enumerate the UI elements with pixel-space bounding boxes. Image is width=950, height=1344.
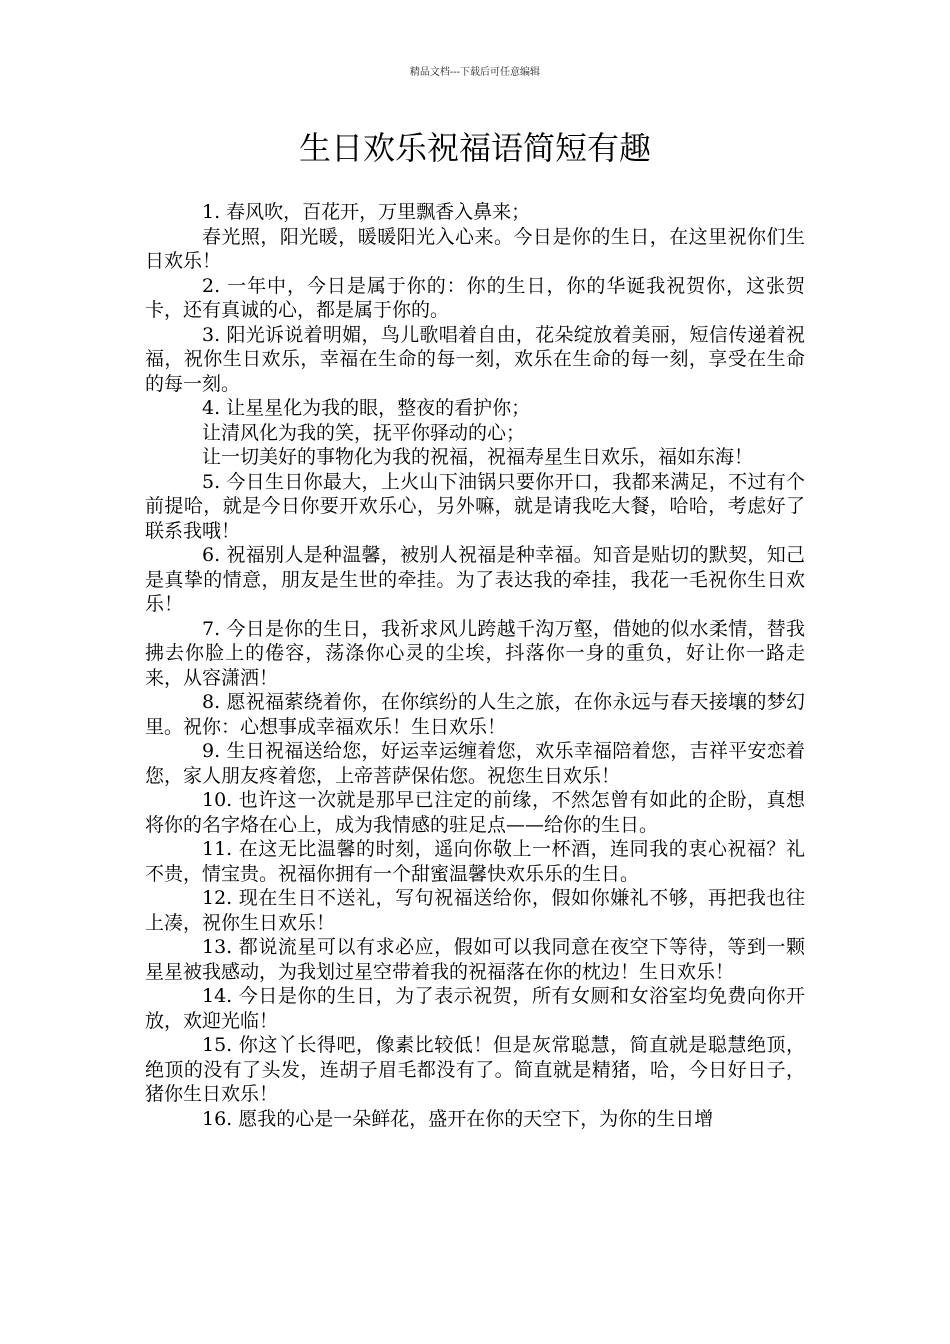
paragraph: 11. 在这无比温馨的时刻，遥向你敬上一杯酒，连同我的衷心祝福？礼不贵，情宝贵。祝福你拥有一个甜蜜温馨快欢乐乐的生日。	[145, 838, 805, 885]
page-header-note: 精品文档---下载后可任意编辑	[409, 67, 541, 78]
paragraph: 10. 也许这一次就是那早已注定的前缘，不然怎曾有如此的企盼，真想将你的名字烙在心上，成为我情感的驻足点——给你的生日。	[145, 789, 805, 836]
paragraph: 8. 愿祝福萦绕着你，在你缤纷的人生之旅，在你永远与春天接壤的梦幻里。祝你：心想事成幸福欢乐！生日欢乐！	[145, 691, 805, 738]
paragraph: 1. 春风吹，百花开，万里飘香入鼻来；	[202, 201, 531, 223]
paragraph: 3. 阳光诉说着明媚，鸟儿歌唱着自由，花朵绽放着美丽，短信传递着祝福，祝你生日欢乐，幸福在生命的每一刻，欢乐在生命的每一刻，享受在生命的每一刻。	[145, 323, 805, 395]
paragraph: 2. 一年中，今日是属于你的：你的生日，你的华诞我祝贺你，这张贺卡，还有真诚的心，都是属于你的。	[145, 274, 805, 321]
paragraph: 让一切美好的事物化为我的祝福，祝福寿星生日欢乐，福如东海！	[202, 446, 754, 468]
paragraph: 6. 祝福别人是种温馨，被别人祝福是种幸福。知音是贴切的默契，知己是真挚的情意，朋友是生世的牵挂。为了表达我的牵挂，我花一毛祝你生日欢乐！	[145, 544, 805, 615]
paragraph: 12. 现在生日不送礼，写句祝福送给你，假如你嫌礼不够，再把我也往上凑，祝你生日欢乐！	[145, 887, 805, 934]
paragraph: 7. 今日是你的生日，我祈求风儿跨越千沟万壑，借她的似水柔情，替我拂去你脸上的倦容，荡涤你心灵的尘埃，抖落你一身的重负，好让你一路走来，从容潇洒！	[145, 617, 805, 689]
document-title: 生日欢乐祝福语简短有趣	[298, 129, 651, 167]
document-body	[145, 200, 805, 1131]
paragraph: 5. 今日生日你最大，上火山下油锅只要你开口，我都来满足，不过有个前提哈，就是今日你要开欢乐心，另外嘛，就是请我吃大餐，哈哈，考虑好了联系我哦！	[145, 470, 805, 542]
paragraph: 14. 今日是你的生日，为了表示祝贺，所有女厕和女浴室均免费向你开放，欢迎光临！	[145, 985, 805, 1032]
paragraph: 4. 让星星化为我的眼，整夜的看护你；	[202, 397, 531, 419]
paragraph: 15. 你这丫长得吧，像素比较低！但是灰常聪慧，简直就是聪慧绝顶，绝顶的没有了头发，连胡子眉毛都没有了。简直就是精猪，哈，今日好日子，猪你生日欢乐！	[145, 1034, 805, 1105]
paragraph: 9. 生日祝福送给您，好运幸运缠着您，欢乐幸福陪着您，吉祥平安恋着您，家人朋友疼着您，上帝菩萨保佑您。祝您生日欢乐！	[145, 740, 805, 787]
paragraph: 让清风化为我的笑，抚平你驿动的心；	[202, 421, 526, 444]
paragraph: 春光照，阳光暖，暖暖阳光入心来。今日是你的生日，在这里祝你们生日欢乐！	[145, 225, 805, 272]
paragraph: 16. 愿我的心是一朵鲜花，盛开在你的天空下，为你的生日增	[202, 1107, 714, 1130]
paragraph: 13. 都说流星可以有求必应，假如可以我同意在夜空下等待，等到一颗星星被我感动，为我划过星空带着我的祝福落在你的枕边！生日欢乐！	[145, 936, 805, 983]
